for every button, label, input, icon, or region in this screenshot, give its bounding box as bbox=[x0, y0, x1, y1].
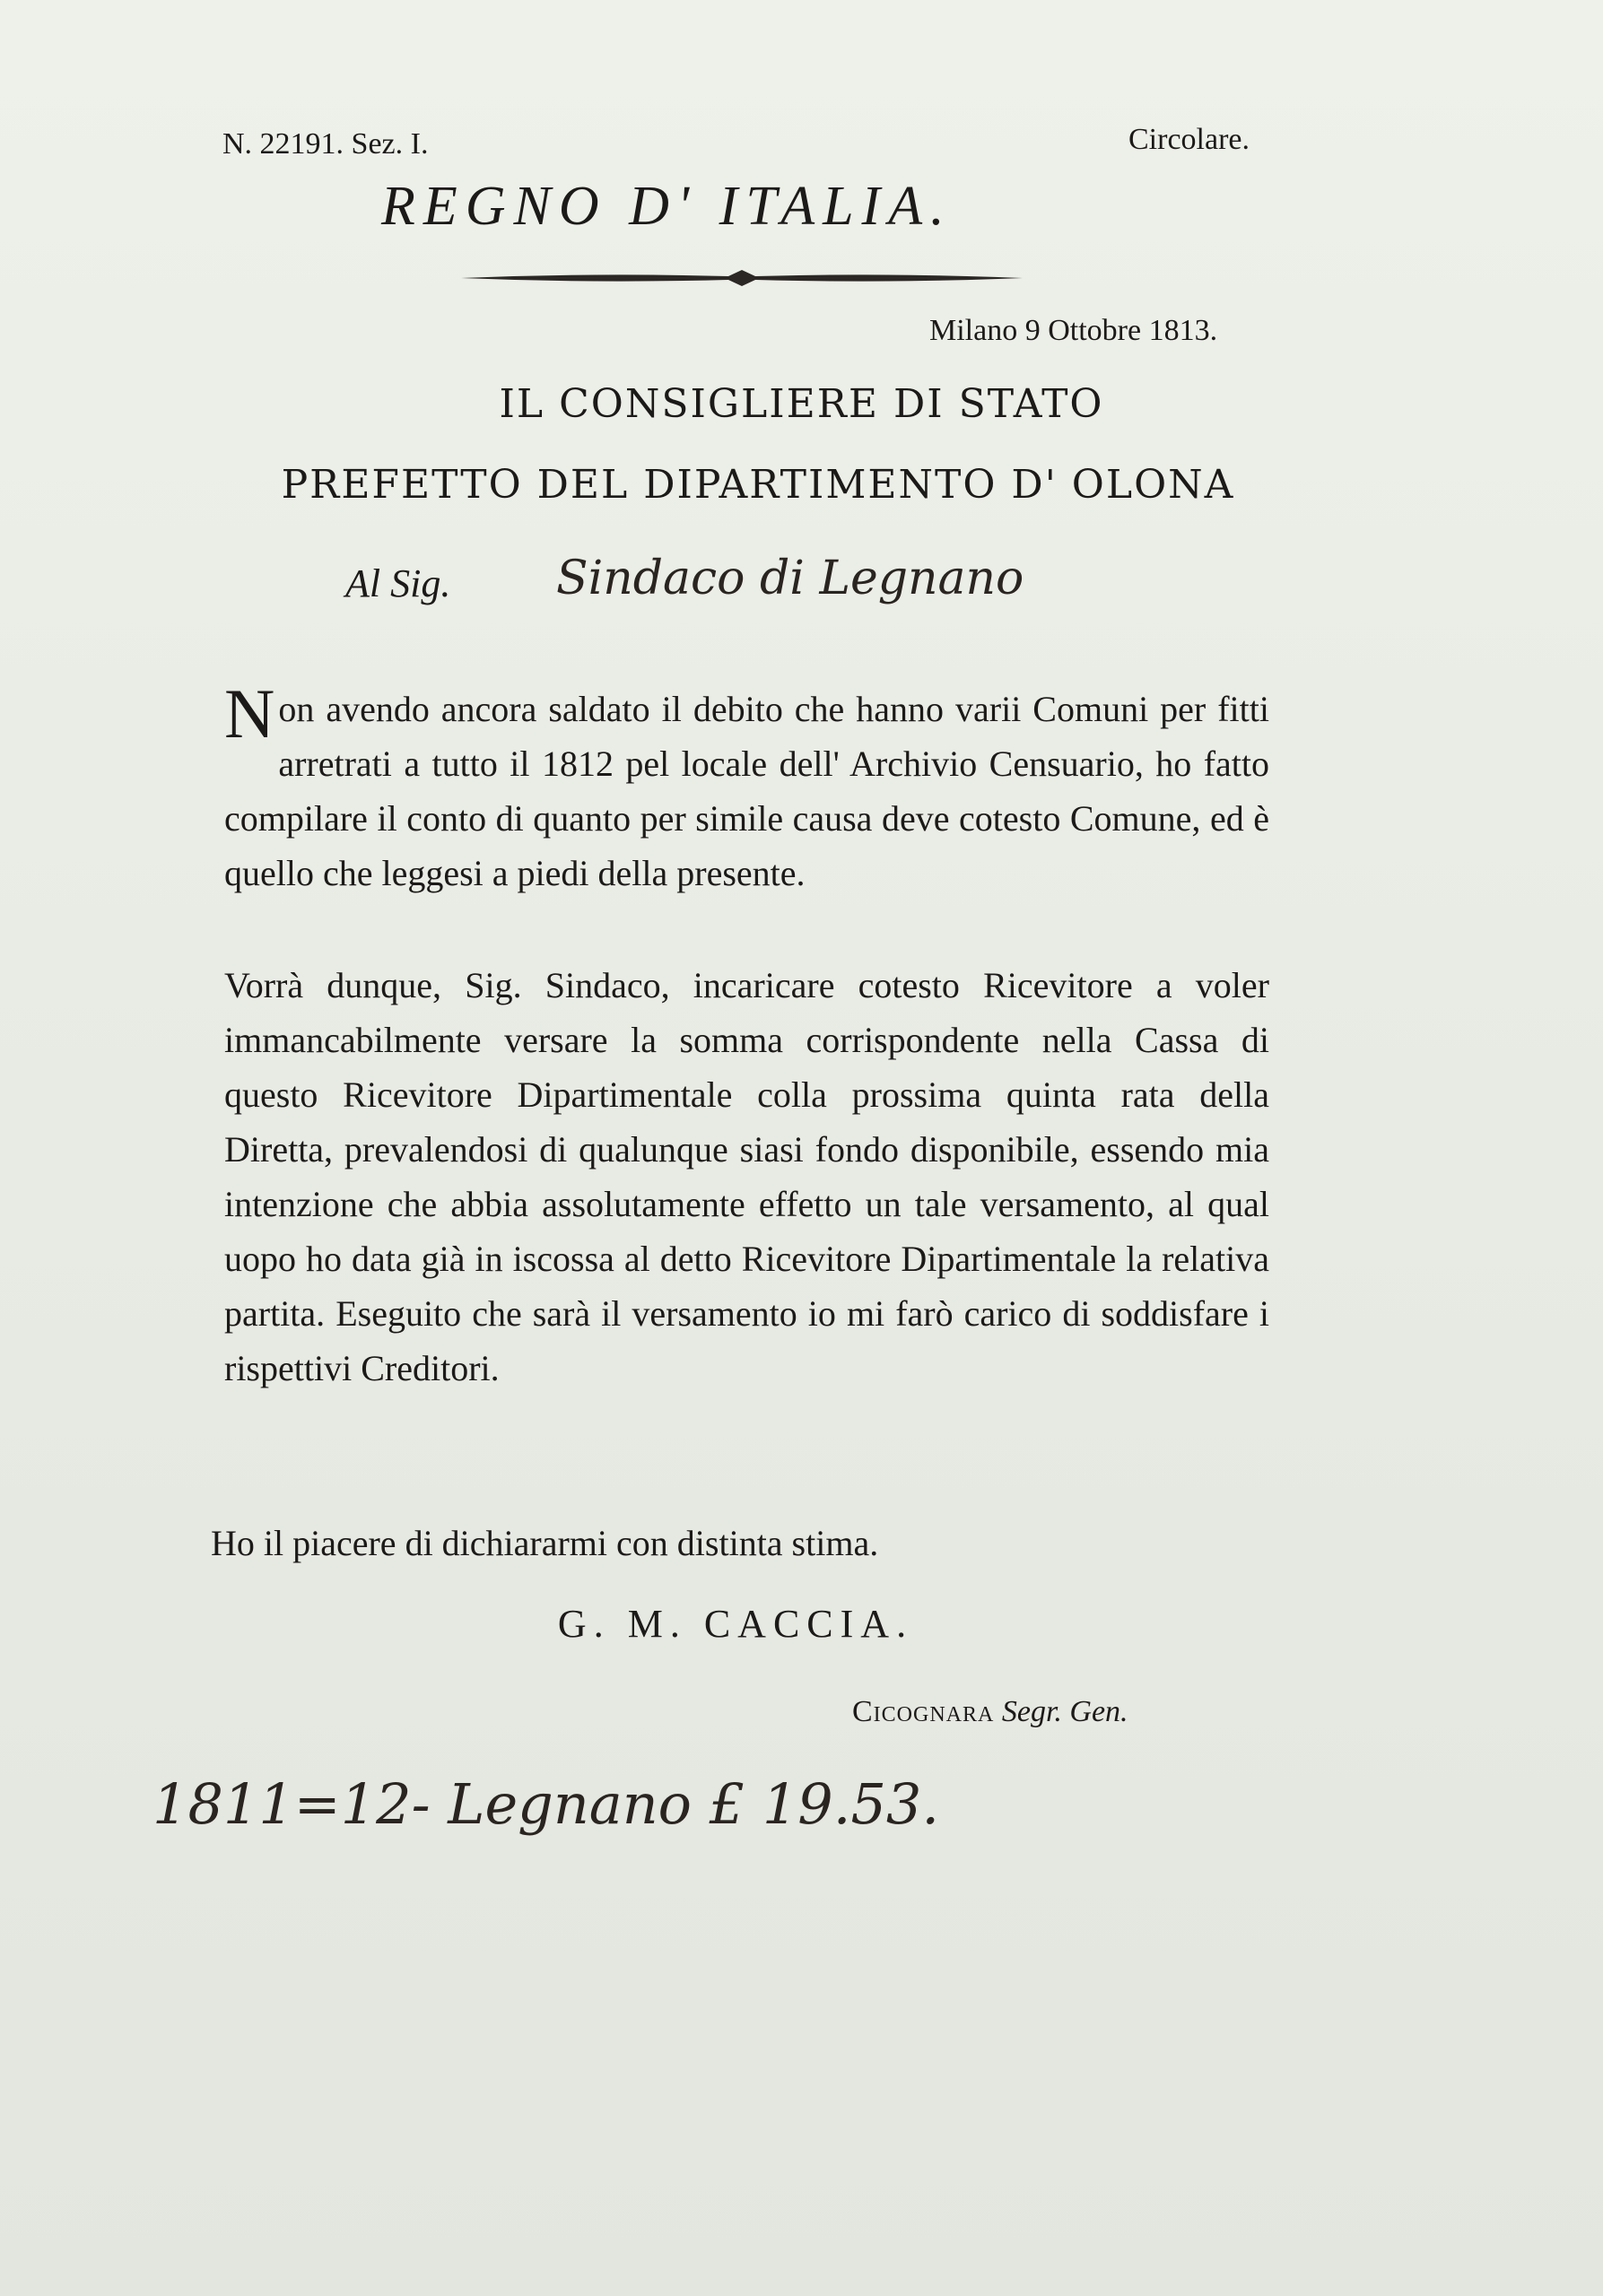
secretary-line bbox=[852, 1695, 1128, 1729]
drop-cap: N bbox=[224, 674, 275, 752]
signatory-name: G. M. CACCIA. bbox=[557, 1602, 914, 1646]
closing-line: Ho il piacere di dichiararmi con distinta stima. bbox=[211, 1523, 879, 1563]
salutation-handwritten: Sindaco di Legnano bbox=[556, 552, 1024, 605]
ornamental-rule bbox=[459, 267, 1024, 289]
realm-heading: REGNO D' ITALIA. bbox=[381, 176, 953, 237]
paragraph-1 bbox=[224, 674, 1269, 900]
paragraph-2: Vorrà dunque, Sig. Sindaco, incaricare cotesto Ricevitore a voler immancabilmente versare la somma corrispondente nella Cassa di questo Ricevitore Dipartimentale colla prossima quinta rata della Diretta, prevalendosi di qualunque siasi fondo disponibile, essendo mia intenzione che abbia assolutamente effetto un tale versamento, al qual uopo ho data già in iscossa al detto Ricevitore Dipartimentale la relativa partita. Eseguito che sarà il versamento io mi farò carico di soddisfare i rispettivi Creditori. bbox=[224, 965, 1269, 1388]
title-line-1: IL CONSIGLIERE DI STATO bbox=[499, 381, 1104, 427]
handwritten-note: 1811=12- Legnano £ 19.53. bbox=[152, 1771, 940, 1837]
reference-number: N. 22191. Sez. I. bbox=[222, 127, 429, 161]
title-line-2: PREFETTO DEL DIPARTIMENTO D' OLONA bbox=[281, 462, 1235, 508]
paragraph-1-text: on avendo ancora saldato il debito che hanno varii Comuni per fitti arretrati a tutto il 1812 pel locale dell' Archivio Censuario, ho fatto compilare il conto di quanto per simile causa deve cotesto Comune, ed è quello che leggesi a piedi della presente. bbox=[224, 689, 1269, 893]
secretary-name: Cicognara bbox=[852, 1695, 995, 1728]
salutation-printed: Al Sig. bbox=[345, 561, 451, 605]
place-date: Milano 9 Ottobre 1813. bbox=[929, 314, 1218, 347]
document-type: Circolare. bbox=[1128, 123, 1250, 156]
secretary-role: Segr. Gen. bbox=[1001, 1695, 1128, 1728]
